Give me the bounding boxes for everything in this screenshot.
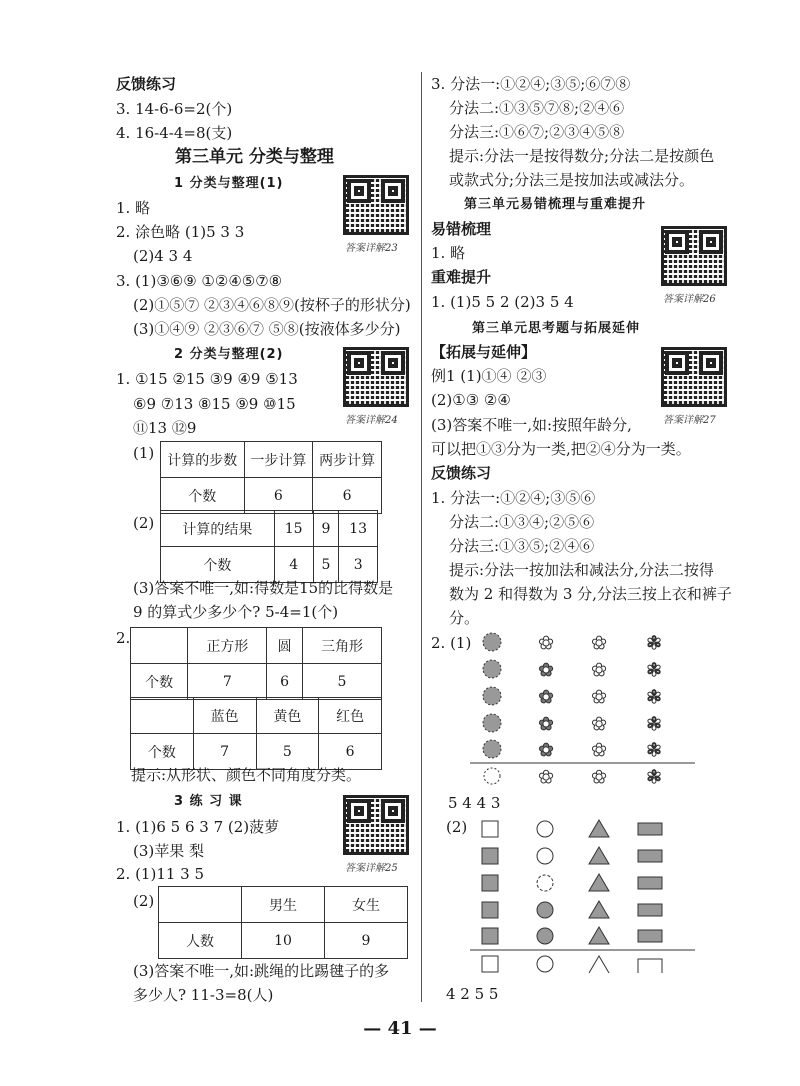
rectangle-icon [638,850,662,862]
section-title: 第三单元易错梳理与重难提升 [464,197,647,212]
table-cell: 10 [242,923,325,959]
subheading: 易错梳理 [431,220,492,238]
lesson-title: 1 分类与整理(1) [174,176,284,191]
section-title: 第三单元思考题与拓展延伸 [472,321,641,336]
gear-icon: ✾ [646,687,662,708]
answer-line: 可以把①③分为一类,把②④分为一类。 [431,440,691,458]
rectangle-icon [638,823,662,835]
gear-icon: ✾ [646,740,662,761]
triangle-icon [589,820,609,837]
students-table [158,886,408,959]
table-cell [131,628,188,664]
flower-icon: ✿ [538,740,554,761]
gear-icon: ✾ [646,714,662,735]
results-table [160,510,378,583]
triangle-icon [589,847,609,864]
column-divider [421,72,422,1002]
table-cell: 5 [256,734,319,770]
dashed-circle-icon [483,633,501,651]
flower-icon: ✿ [538,633,554,654]
answer-line: (3)答案不唯一,如:按照年龄分, [431,416,632,434]
square-icon [482,928,498,944]
table-cell [159,887,242,923]
answer-line: (2)①③ ②④ [431,391,511,409]
flower-icon: ✿ [591,660,607,681]
flower-icon: ✿ [538,660,554,681]
square-icon [482,875,498,891]
flower-icon: ✿ [538,687,554,708]
answer-line: 1. ①15 ②15 ③9 ④9 ⑤13 [116,370,298,388]
table-cell: 女生 [325,887,408,923]
answer-line: 1. 略 [116,199,151,217]
dashed-circle-icon [483,740,501,758]
answer-line: 或款式分;分法三是按加法或减法分。 [449,171,695,189]
flower-icon: ✿ [591,687,607,708]
triangle-icon [589,874,609,891]
answer-line: (3)苹果 梨 [133,842,205,860]
page-number: — 41 — [363,1018,437,1039]
table-cell: 男生 [242,887,325,923]
gear-icon: ✾ [646,660,662,681]
table-cell: 6 [319,734,382,770]
shape-sorting-figure [470,628,700,1003]
answer-line: 分法二:①③④;②⑤⑥ [449,513,595,531]
answer-line: 4 2 5 5 [446,985,499,1003]
answer-line: (3)答案不唯一,如:跳绳的比踢毽子的多 [133,962,390,980]
dashed-circle-icon [483,714,501,732]
table-cell: 正方形 [188,628,267,664]
table-cell: 7 [188,664,267,700]
table-cell: 4 [274,547,313,583]
answer-line: 2. 涂色略 (1)5 3 3 [116,223,245,241]
flower-icon: ✿ [591,767,607,788]
answer-line: 提示:从形状、颜色不同角度分类。 [131,766,362,784]
table-cell: 黄色 [256,698,319,734]
answer-line: ⑥9 ⑦13 ⑧15 ⑨9 ⑩15 [133,395,296,413]
qr-caption: 答案详解23 [345,243,398,254]
table-label: (2) [133,514,155,532]
table-cell: 三角形 [302,628,381,664]
subheading: 重难提升 [431,268,492,286]
table-cell: 13 [339,511,378,547]
answer-line: 分法三:①③⑤;②④⑥ [449,537,595,555]
flower-icon: ✿ [591,714,607,735]
answer-line: 3. 14-6-6=2(个) [116,100,233,118]
square-outline-icon [482,956,498,972]
qr-code-icon[interactable] [343,175,409,235]
qr-caption: 答案详解25 [345,863,398,874]
table-cell: 3 [339,547,378,583]
answer-line: 4. 16-4-4=8(支) [116,124,233,142]
circle-icon [537,848,553,864]
table-cell: 个数 [161,547,275,583]
table-cell: 一步计算 [244,442,313,478]
table-cell: 计算的步数 [161,442,245,478]
answer-line: 9 的算式少多少个? 5-4=1(个) [133,603,339,621]
dashed-circle-icon [483,687,501,705]
table-cell: 7 [193,734,256,770]
table-cell: 红色 [319,698,382,734]
answer-line: 1. 略 [431,244,466,262]
answer-line: (2) [446,818,468,836]
table-cell: 5 [302,664,381,700]
answer-line: (3)答案不唯一,如:得数是15的比得数是 [133,579,394,597]
lesson-title: 3 练 习 课 [174,794,243,809]
table-label: 2. [116,629,131,647]
table-label: (1) [133,444,155,462]
gear-icon: ✾ [646,767,662,788]
rectangle-icon [638,904,662,916]
feedback-heading: 反馈练习 [116,75,177,93]
circle-icon [537,928,553,944]
circle-icon [537,821,553,837]
answer-line: 1. (1)6 5 6 3 7 (2)菠萝 [116,818,280,836]
flower-icon: ✿ [591,740,607,761]
answer-line: 分。 [449,609,480,627]
answer-line: 提示:分法一是按得数分;分法二是按颜色 [449,147,715,165]
table-cell: 9 [325,923,408,959]
qr-code-icon[interactable] [343,795,409,855]
answer-line: (2)①⑤⑦ ②③④⑥⑧⑨(按杯子的形状分) [133,296,411,314]
dashed-circle-icon [483,660,501,678]
table-cell: 个数 [131,664,188,700]
square-icon [482,902,498,918]
answer-line: 2. (1)11 3 5 [116,865,205,883]
answer-line: 数为 2 和得数为 3 分,分法三按上衣和裤子 [449,585,732,603]
qr-code-icon[interactable] [343,347,409,407]
answer-line: 多少人? 11-3=8(人) [133,986,274,1004]
rectangle-icon [638,930,662,942]
answer-line: 提示:分法一按加法和减法分,分法二按得 [449,561,714,579]
table-cell: 个数 [131,734,194,770]
table-cell: 个数 [161,478,245,514]
answer-line: 2. (1) [431,634,472,652]
table-cell: 6 [313,478,382,514]
flower-icon: ✿ [538,714,554,735]
table-cell: 蓝色 [193,698,256,734]
answer-line: 3. 分法一:①②④;③⑤;⑥⑦⑧ [431,75,631,93]
answer-line: 3. (1)③⑥⑨ ①②④⑤⑦⑧ [116,272,283,290]
circle-outline-icon [537,956,553,972]
flower-icon: ✿ [538,767,554,788]
table-cell: 5 [313,547,339,583]
gear-icon: ✾ [646,633,662,654]
qr-code-icon[interactable] [661,226,727,286]
table-cell: 6 [244,478,313,514]
circle-icon [537,902,553,918]
table-cell: 9 [313,511,339,547]
color-table [130,697,382,770]
answer-line: 分法二:①③⑤⑦⑧;②④⑥ [449,99,625,117]
answer-line: ⑪13 ⑫9 [133,419,197,437]
rectangle-outline-icon [638,959,662,973]
rectangle-icon [638,877,662,889]
qr-caption: 答案详解27 [663,415,716,426]
answer-line: 1. 分法一:①②④;③⑤⑥ [431,489,596,507]
shape-table [130,627,382,700]
subheading: 【拓展与延伸】 [431,343,537,361]
square-icon [482,821,498,837]
qr-code-icon[interactable] [661,347,727,407]
answer-line: 例1 (1)①④ ②③ [431,367,547,385]
table-cell: 人数 [159,923,242,959]
subheading: 反馈练习 [431,464,492,482]
triangle-icon [589,927,609,944]
answer-line: (2)4 3 4 [133,247,193,265]
table-cell: 6 [267,664,303,700]
flower-icon: ✿ [591,633,607,654]
triangle-icon [589,901,609,918]
circle-icon [537,875,553,891]
table-cell: 两步计算 [313,442,382,478]
table-cell [131,698,194,734]
lesson-title: 2 分类与整理(2) [174,347,284,362]
answer-line: 分法三:①⑥⑦;②③④⑤⑧ [449,123,625,141]
square-icon [482,848,498,864]
unit-title: 第三单元 分类与整理 [175,147,334,167]
triangle-outline-icon [589,956,609,973]
qr-caption: 答案详解26 [663,294,716,305]
answer-line: 1. (1)5 5 2 (2)3 5 4 [431,293,574,311]
table-label: (2) [133,892,155,910]
table-cell: 圆 [267,628,303,664]
answer-line: 5 4 4 3 [448,794,501,812]
dashed-circle-icon [484,768,500,784]
table-cell: 15 [274,511,313,547]
qr-caption: 答案详解24 [345,415,398,426]
answer-line: (3)①④⑨ ②③⑥⑦ ⑤⑧(按液体多少分) [133,320,401,338]
table-cell: 计算的结果 [161,511,275,547]
steps-table [160,441,382,514]
